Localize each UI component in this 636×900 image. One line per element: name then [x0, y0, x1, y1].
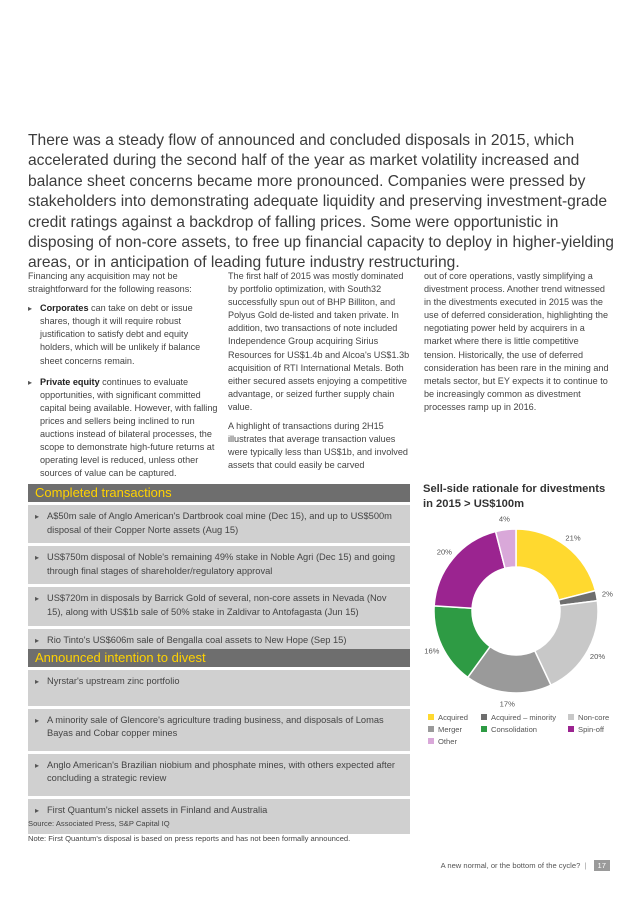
source-note: Source: Associated Press, S&P Capital IQ [28, 819, 170, 828]
page-number: 17 [594, 860, 610, 871]
list-item [28, 376, 218, 481]
legend-swatch [428, 714, 434, 720]
data-label: 17% [499, 699, 515, 709]
legend-label: Non-core [578, 713, 610, 722]
footer-title: A new normal, or the bottom of the cycle? [440, 861, 581, 870]
panel-heading: Completed transactions [28, 484, 410, 502]
legend-item [568, 725, 604, 734]
pie-slice-spin-off [434, 532, 505, 609]
disclaimer-note: Note: First Quantum's disposal is based on press reports and has not been formally announced. [28, 834, 351, 843]
term-bold: Private equity [40, 376, 100, 387]
legend-swatch [568, 714, 574, 720]
list-item: ▸ A$50m sale of Anglo American's Dartbrook coal mine (Dec 15), and up to US$500m disposal of their Copper Norte assets (Aug 15) [28, 505, 410, 543]
term-text: can take on debt or issue shares, though it will require robust justification to satisfy debt and equity holders, which will be unlikely if balance sheet concerns remain. [40, 303, 201, 366]
list-item: ▸ US$750m disposal of Noble's remaining 49% stake in Noble Agri (Dec 15) and going through final stages of shareholder/regulatory approval [28, 546, 410, 584]
legend-label: Other [438, 737, 457, 746]
legend-label: Acquired [438, 713, 468, 722]
legend-swatch [428, 726, 434, 732]
text-column-3 [424, 270, 612, 420]
list-item: ▸ A minority sale of Glencore's agriculture trading business, and disposals of Lomas Bayas and Cobar copper mines [28, 709, 410, 751]
data-label: 20% [436, 547, 452, 557]
legend-label: Merger [438, 725, 463, 734]
legend-label: Acquired – minority [491, 713, 556, 722]
legend-item [481, 725, 537, 734]
data-label: 21% [565, 533, 581, 543]
legend-item [428, 737, 457, 746]
footer-separator: | [584, 861, 587, 870]
list-item [28, 302, 218, 367]
page-footer [441, 860, 610, 871]
text-column-2 [228, 270, 413, 478]
legend-item [481, 713, 556, 722]
paragraph: The first half of 2015 was mostly dominated by portfolio optimization, with South32 successfully spun out of BHP Billiton, and Polyus Gold de-listed and taken private. In addition, two transactions of note included Independence Group acquiring Sirius Resources for US$1.4b and Alcoa's US$1.3b acquisition of RTI International Metals. Both either secured assets enjoying a competitive advantage, or seized further supply chain value. [228, 271, 410, 412]
legend-label: Consolidation [491, 725, 538, 734]
list-item: ▸ Rio Tinto's US$606m sale of Bengalla coal assets to New Hope (Sep 15) [28, 629, 410, 654]
legend-item [428, 725, 462, 734]
financing-reasons-list [28, 302, 218, 480]
intro-paragraph: There was a steady flow of announced and concluded disposals in 2015, which accelerated during the second half of the year as market volatility increased and balance sheet concerns became more pronounced. Companies were pressed by stakeholders into demonstrating adequate liquidity and preserving investment-grade credit ratings against a backdrop of falling prices. Some were opportunistic in disposing of non-core assets, to free up financial capacity to deploy in higher-yielding areas, or in anticipation of leading future industry restructuring. [28, 132, 614, 272]
term-bold: Corporates [40, 303, 89, 314]
pie-slice-acquired [516, 529, 595, 600]
paragraph: out of core operations, vastly simplifying a divestment process. Another trend witnessed in the divestments executed in 2015 was the use of deferred consideration, highlighting the negotiating power held by acquirers in a market where there is little competitive tension. Historically, the use of deferred consideration has been rare in the mining and metals sector, but EY expects it to continue to be increasingly common as divestment processes ramp up in 2016. [424, 271, 609, 412]
legend-swatch [428, 738, 434, 744]
data-label: 16% [424, 646, 440, 656]
data-label: 4% [498, 514, 510, 524]
term-text: continues to evaluate opportunities, with significant committed capital being available. However, with falling prices and sellers being inclined to run auctions instead of bilateral processes, the scope to demonstrate high-future returns at operating level is reduced, unless other sources of value can be captured. [40, 376, 218, 479]
completed-transactions-panel [28, 484, 410, 653]
rationale-donut-chart [424, 514, 619, 709]
text-column-1 [28, 270, 218, 488]
list-item: ▸ Anglo American's Brazilian niobium and phosphate mines, with others expected after concluding a strategic review [28, 754, 410, 796]
legend-label: Spin-off [578, 725, 605, 734]
legend-item [428, 713, 468, 722]
panel-heading: Announced intention to divest [28, 649, 410, 667]
list-item: ▸ First Quantum's nickel assets in Finland and Australia [28, 799, 410, 834]
legend-swatch [481, 726, 487, 732]
legend-swatch [481, 714, 487, 720]
paragraph: A highlight of transactions during 2H15 illustrates that average transaction values were typically less than US$1b, and involved assets that could easily be carved [228, 421, 408, 471]
announced-intention-panel [28, 649, 410, 834]
data-label: 2% [601, 589, 613, 599]
list-item: ▸ Nyrstar's upstream zinc portfolio [28, 670, 410, 706]
legend-item [568, 713, 609, 722]
data-label: 20% [589, 651, 606, 661]
list-item: ▸ US$720m in disposals by Barrick Gold of several, non-core assets in Nevada (Nov 15), along with US$1b sale of 50% stake in Zaldivar to Antofagasta (Jun 15) [28, 587, 410, 625]
legend-swatch [568, 726, 574, 732]
financing-lead: Financing any acquisition may not be straightforward for the following reasons: [28, 271, 192, 295]
chart-title: Sell-side rationale for divestments in 2015 > US$100m [423, 483, 606, 510]
